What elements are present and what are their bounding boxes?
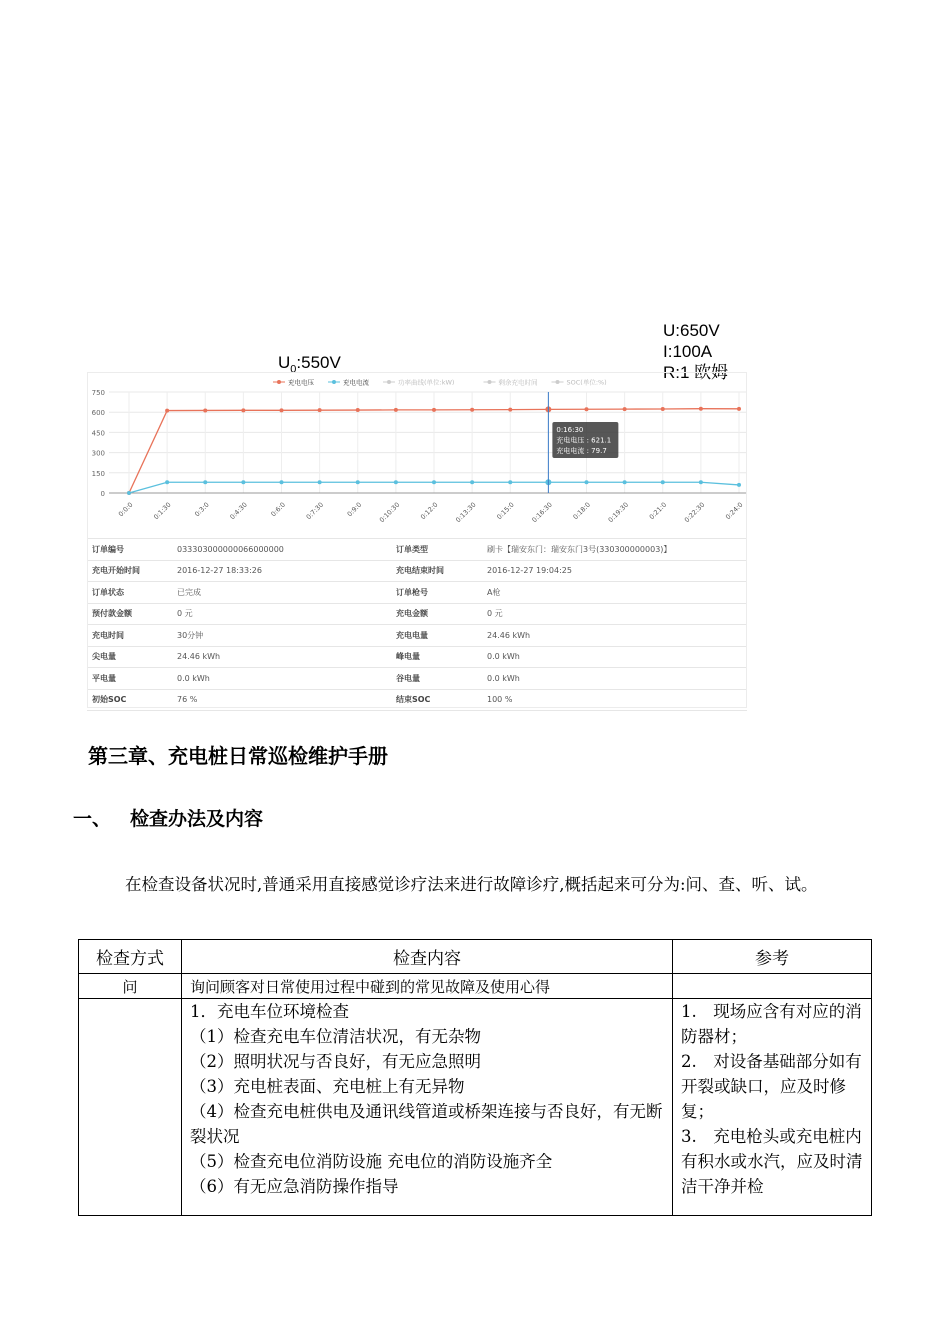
info-value: 76 % (172, 689, 391, 711)
legend-marker (277, 380, 281, 384)
info-key: 预付款金额 (87, 603, 172, 625)
data-point (737, 407, 741, 411)
info-key: 充电电量 (391, 625, 482, 647)
row1-content: 询问顾客对日常使用过程中碰到的常见故障及使用心得 (182, 974, 673, 999)
data-point (623, 407, 627, 411)
data-point (432, 408, 436, 412)
data-point (432, 480, 436, 484)
x-tick-label: 0:4:30 (228, 500, 249, 522)
info-key: 谷电量 (391, 668, 482, 690)
table-row (87, 560, 747, 582)
info-value: 24.46 kWh (172, 646, 391, 668)
info-value: 30分钟 (172, 625, 391, 647)
info-key: 充电开始时间 (87, 560, 172, 582)
table-row (87, 625, 747, 647)
data-point (699, 407, 703, 411)
info-value: 0.0 kWh (482, 646, 747, 668)
reference-line: 1. 现场应含有对应的消防器材； (681, 1002, 862, 1046)
x-tick-label: 0:18:0 (571, 500, 592, 522)
info-key: 初始SOC (87, 689, 172, 711)
table-row (87, 646, 747, 668)
info-key: 充电结束时间 (391, 560, 482, 582)
data-point (394, 480, 398, 484)
info-key: 订单编号 (87, 539, 172, 561)
info-value: 24.46 kWh (482, 625, 747, 647)
data-point (699, 480, 703, 484)
tooltip-text: 0:16:30 (556, 426, 584, 434)
x-tick-label: 0:0:0 (116, 500, 135, 519)
right-r-annotation: R:1 欧姆 (663, 363, 729, 382)
data-point (470, 408, 474, 412)
section-heading (73, 804, 263, 831)
info-value: A枪 (482, 582, 747, 604)
data-point (318, 408, 322, 412)
x-tick-label: 0:13:30 (454, 500, 478, 525)
header-method: 检查方式 (79, 940, 182, 974)
right-u-annotation: U:650V (663, 321, 720, 340)
info-key: 订单状态 (87, 582, 172, 604)
legend-marker (387, 380, 391, 384)
info-key: 订单枪号 (391, 582, 482, 604)
data-point (470, 480, 474, 484)
data-point (280, 408, 284, 412)
info-value: 已完成 (172, 582, 391, 604)
content-line: （6）有无应急消防操作指导 (190, 1177, 399, 1196)
content-line: 1．充电车位环境检查 (190, 1002, 349, 1021)
data-point (737, 483, 741, 487)
x-tick-label: 0:15:0 (495, 500, 516, 522)
legend-marker (556, 380, 560, 384)
content-line: （2）照明状况与否良好，有无应急照明 (190, 1052, 481, 1071)
info-value: 0.0 kWh (172, 668, 391, 690)
data-point (585, 407, 589, 411)
data-point (508, 408, 512, 412)
row1-method: 问 (79, 974, 182, 999)
x-tick-label: 0:22:30 (682, 500, 707, 525)
info-value: 2016-12-27 18:33:26 (172, 560, 391, 582)
data-point (356, 408, 360, 412)
order-info-table (87, 538, 747, 711)
info-value: 100 % (482, 689, 747, 711)
intro-paragraph: 在检查设备状况时,普通采用直接感觉诊疗法来进行故障诊疗,概括起来可分为:问、查、听、试。 (125, 875, 818, 894)
header-content: 检查内容 (182, 940, 673, 974)
header-reference: 参考 (673, 940, 872, 974)
data-point (127, 491, 131, 495)
data-point (661, 407, 665, 411)
x-tick-label: 0:16:30 (530, 500, 554, 525)
info-key: 尖电量 (87, 646, 172, 668)
info-value: 0 元 (482, 603, 747, 625)
charging-chart (87, 372, 747, 538)
right-i-annotation: I:100A (663, 342, 713, 361)
info-value: 2016-12-27 19:04:25 (482, 560, 747, 582)
content-line: （3）充电桩表面、充电桩上有无异物 (190, 1077, 465, 1096)
data-point (165, 480, 169, 484)
left-voltage-suffix: :550V (296, 353, 341, 372)
data-point (585, 480, 589, 484)
legend-marker (488, 380, 492, 384)
data-point (280, 480, 284, 484)
reference-line: 2. 对设备基础部分如有开裂或缺口，应及时修复； (681, 1052, 862, 1121)
x-tick-label: 0:12:0 (418, 500, 440, 522)
legend-label: 充电电压 (288, 378, 314, 387)
info-key: 订单类型 (391, 539, 482, 561)
content-line: （5）检查充电位消防设施 充电位的消防设施齐全 (190, 1152, 553, 1171)
data-point (203, 408, 207, 412)
x-tick-label: 0:21:0 (647, 500, 669, 522)
table-header-row (79, 940, 872, 974)
data-point (508, 480, 512, 484)
data-point (318, 480, 322, 484)
data-point (241, 480, 245, 484)
section-number: 一、 (73, 808, 112, 830)
x-tick-label: 0:24:0 (723, 500, 745, 522)
table-row (87, 668, 747, 690)
chapter-title: 第三章、充电桩日常巡检维护手册 (88, 744, 388, 768)
legend-label: 剩余充电时间 (498, 378, 538, 387)
row2-method (79, 999, 182, 1216)
content-line: （1）检查充电车位清洁状况，有无杂物 (190, 1027, 481, 1046)
x-tick-label: 0:3:0 (193, 500, 211, 519)
legend-marker (332, 380, 336, 384)
x-tick-label: 0:19:30 (606, 500, 631, 525)
info-key: 充电金额 (391, 603, 482, 625)
info-value: 0 元 (172, 603, 391, 625)
table-row (87, 582, 747, 604)
x-tick-label: 0:10:30 (377, 500, 402, 525)
tooltip-text: 充电电流 : 79.7 (556, 447, 607, 455)
data-point (394, 408, 398, 412)
info-key: 充电时间 (87, 625, 172, 647)
y-tick-label: 0 (100, 490, 105, 498)
left-voltage-prefix: U (278, 353, 291, 372)
y-tick-label: 750 (91, 389, 105, 397)
x-tick-label: 0:7:30 (304, 500, 326, 522)
info-key: 结束SOC (391, 689, 482, 711)
data-point (356, 480, 360, 484)
inspection-table (78, 939, 872, 1216)
legend-label: SOC(单位:%) (566, 378, 607, 387)
table-row (87, 539, 747, 561)
info-key: 峰电量 (391, 646, 482, 668)
y-tick-label: 450 (91, 429, 105, 438)
x-tick-label: 0:6:0 (269, 500, 287, 519)
y-tick-label: 300 (91, 449, 105, 458)
y-tick-label: 600 (91, 409, 105, 418)
data-point (623, 480, 627, 484)
y-tick-label: 150 (91, 469, 105, 478)
data-point (241, 408, 245, 412)
table-row (79, 974, 872, 999)
left-voltage-sub: 0 (290, 363, 297, 376)
reference-line: 3. 充电枪头或充电桩内有积水或水汽，应及时清洁干净并检 (681, 1127, 863, 1196)
info-value: 033303000000066000000 (172, 539, 391, 561)
table-row (87, 603, 747, 625)
x-tick-label: 0:1:30 (152, 500, 173, 522)
row1-reference (673, 974, 872, 999)
section-title: 检查办法及内容 (130, 808, 264, 830)
data-point (165, 409, 169, 413)
legend-label: 充电电流 (343, 378, 369, 387)
content-line: （4）检查充电桩供电及通讯线管道或桥架连接与否良好，有无断裂状况 (190, 1102, 663, 1146)
x-tick-label: 0:9:0 (345, 500, 364, 519)
row2-reference (673, 999, 872, 1216)
info-value: 0.0 kWh (482, 668, 747, 690)
table-row (87, 689, 747, 711)
data-point (203, 480, 207, 484)
info-value: 刷卡【瑞安东门：瑞安东门3号(330300000003)】 (482, 539, 747, 561)
tooltip-text: 充电电压 : 621.1 (556, 436, 612, 445)
row2-content (182, 999, 673, 1216)
table-row (79, 999, 872, 1216)
data-point (661, 480, 665, 484)
info-key: 平电量 (87, 668, 172, 690)
legend-label: 功率曲线(单位:kW) (398, 378, 455, 387)
